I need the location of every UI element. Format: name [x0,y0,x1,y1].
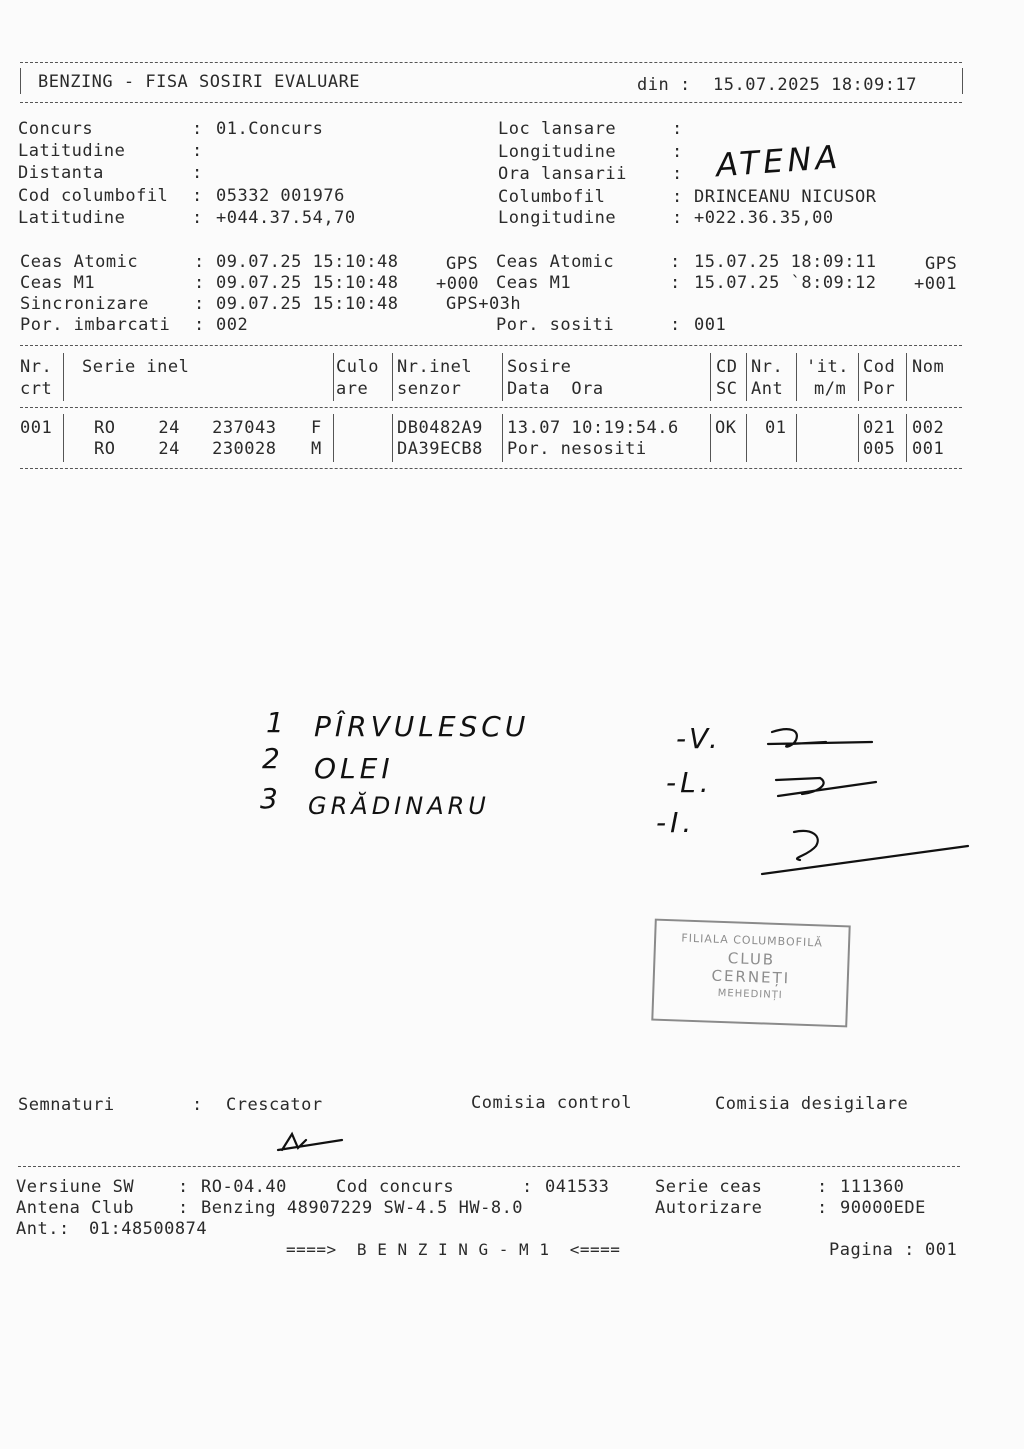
footer-sep: : [178,1198,189,1218]
cell-sosire: 13.07 10:19:54.6 [507,418,679,438]
footer-sep: : [817,1198,828,1218]
header-cod-por: Cod [863,357,896,377]
clock-value: 09.07.25 15:10:48 [216,294,399,314]
cell-sex: F [311,418,322,438]
handwritten-number: 3 [260,782,282,815]
clock-value: 002 [216,315,249,335]
footer-value: 01:48500874 [89,1219,208,1239]
cell-nom: 002 [912,418,945,438]
footer-label: Autorizare [655,1198,763,1218]
cell-cdsc: OK [715,418,737,438]
info-label: Longitudine [498,208,617,228]
cell-serie: RO 24 237043 [94,418,277,438]
info-label: Cod columbofil [18,186,169,206]
footer-label: Serie ceas [655,1177,763,1197]
clock-sep: : [670,273,681,293]
clock-value: 09.07.25 15:10:48 [216,273,399,293]
clock-value: 001 [694,315,727,335]
info-label: Concurs [18,119,94,139]
clock-suffix: GPS [446,254,479,274]
cell-serie: RO 24 230028 [94,439,277,459]
cell-senzor: DA39ECB8 [397,439,483,459]
header-sosire: Sosire [507,357,572,377]
cell-cod-por: 005 [863,439,896,459]
clock-sep: : [194,294,205,314]
clock-suffix: +000 [436,274,479,294]
header-nom: Nom [912,357,945,377]
cell-cod-por: 021 [863,418,896,438]
date-value: 15.07.2025 18:09:17 [713,75,917,95]
footer-label: Ant.: [16,1219,70,1239]
footer-label: Cod concurs [336,1177,455,1197]
info-value: +022.36.35,00 [694,208,834,228]
clock-sep: : [194,273,205,293]
document-title: BENZING - FISA SOSIRI EVALUARE [38,72,361,92]
info-sep: : [192,141,203,161]
info-sep: : [192,119,203,139]
header-sosire: Data Ora [507,379,604,399]
handwritten-number: 2 [262,742,284,775]
header-antena: Nr. [751,357,784,377]
cell-sex: M [311,439,322,459]
handwritten-mark: -I. [656,806,696,839]
clock-suffix: GPS [925,254,958,274]
stamp-line: CERNEȚI [711,966,791,988]
header-senzor: Nr.inel [397,357,473,377]
footer-value: 041533 [545,1177,610,1197]
footer-label: Versiune SW [16,1177,135,1197]
page-number: 001 [925,1240,958,1260]
info-label: Latitudine [18,208,126,228]
clock-label: Sincronizare [20,294,149,314]
header-nr: Nr. [20,357,53,377]
cell-sosire: Por. nesositi [507,439,647,459]
header-viteza: m/m [814,379,847,399]
header-culoare: are [336,379,369,399]
info-sep: : [672,187,683,207]
clock-label: Ceas M1 [496,273,572,293]
stamp-line: MEHEDINȚI [717,987,783,1002]
clock-value: 15.07.25 `8:09:12 [694,273,877,293]
stamp-line: CLUB [727,949,776,969]
club-stamp [651,919,850,1028]
clock-suffix: GPS+03h [446,294,522,314]
clock-label: Por. sositi [496,315,615,335]
info-label: Loc lansare [498,119,617,139]
info-label: Longitudine [498,142,617,162]
header-serie: Serie inel [82,357,190,377]
handwritten-name: OLEI [314,752,394,785]
info-value: +044.37.54,70 [216,208,356,228]
clock-label: Ceas Atomic [496,252,615,272]
header-senzor: senzor [397,379,462,399]
info-label: Ora lansarii [498,164,627,184]
date-label: din : [637,75,691,95]
handwritten-place: ATENA [714,137,843,185]
handwritten-mark: -V. [676,722,722,755]
info-sep: : [672,164,683,184]
cell-nom: 001 [912,439,945,459]
clock-value: 15.07.25 18:09:11 [694,252,877,272]
footer-banner: ====> B E N Z I N G - M 1 <==== [286,1240,621,1259]
footer-sep: : [817,1177,828,1197]
signatures-label: Semnaturi [18,1095,115,1115]
clock-suffix: +001 [914,274,957,294]
header-antena: Ant [751,379,784,399]
clock-sep: : [194,315,205,335]
header-nr: crt [20,379,53,399]
handwritten-name: GRĂDINARU [308,792,490,820]
cell-nr: 001 [20,418,53,438]
clock-label: Ceas Atomic [20,252,139,272]
signature-desigilare: Comisia desigilare [715,1094,909,1114]
footer-sep: : [522,1177,533,1197]
info-label: Latitudine [18,141,126,161]
clock-label: Ceas M1 [20,273,96,293]
footer-sep: : [178,1177,189,1197]
info-sep: : [672,208,683,228]
info-sep: : [192,208,203,228]
info-value: 05332 001976 [216,186,345,206]
header-viteza: 'it. [806,357,849,377]
signature-control: Comisia control [471,1093,633,1113]
handwritten-mark: -L. [666,766,713,799]
header-cdsc: CD [716,357,738,377]
clock-value: 09.07.25 15:10:48 [216,252,399,272]
clock-label: Por. imbarcati [20,315,171,335]
info-sep: : [672,119,683,139]
signature-crescator: Crescator [226,1095,323,1115]
signatures-sep: : [192,1095,203,1115]
page-label: Pagina : [829,1240,915,1260]
footer-value: RO-04.40 [201,1177,287,1197]
header-cdsc: SC [716,379,738,399]
info-value: DRINCEANU NICUSOR [694,187,877,207]
clock-sep: : [194,252,205,272]
footer-value: Benzing 48907229 SW-4.5 HW-8.0 [201,1198,524,1218]
footer-label: Antena Club [16,1198,135,1218]
info-sep: : [192,163,203,183]
clock-sep: : [670,252,681,272]
footer-rule [18,1166,960,1167]
cell-antena: 01 [765,418,787,438]
footer-value: 90000EDE [840,1198,926,1218]
info-sep: : [672,142,683,162]
info-value: 01.Concurs [216,119,324,139]
cell-senzor: DB0482A9 [397,418,483,438]
stamp-line: FILIALA COLUMBOFILĂ [681,931,824,950]
clock-sep: : [670,315,681,335]
info-label: Distanta [18,163,104,183]
handwritten-number: 1 [266,706,288,739]
header-cod-por: Por [863,379,896,399]
footer-value: 111360 [840,1177,905,1197]
info-sep: : [192,186,203,206]
header-culoare: Culo [336,357,379,377]
info-label: Columbofil [498,187,606,207]
handwritten-name: PÎRVULESCU [314,710,530,743]
